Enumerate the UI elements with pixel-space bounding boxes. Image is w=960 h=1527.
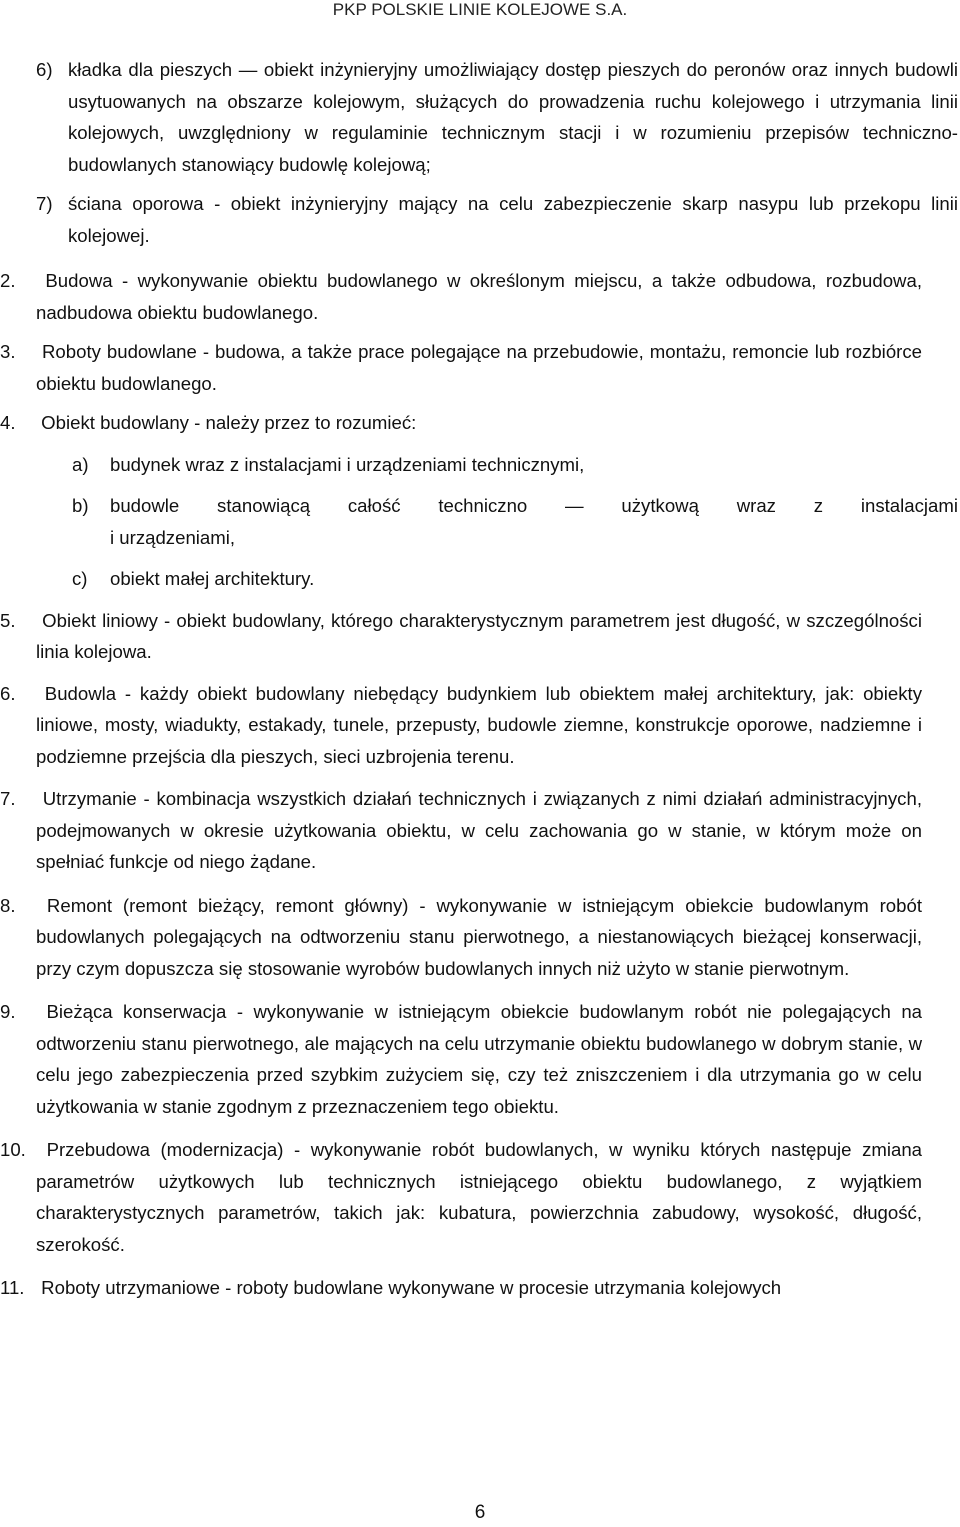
definition-number: 6. [0, 682, 16, 704]
sub-item-b-line-2: i urządzeniami, [110, 526, 236, 548]
sub-item-b-line-1 [72, 490, 958, 522]
item-number: 6) [36, 59, 53, 80]
definition-text: Utrzymanie - kombinacja wszystkich działań technicznych i związanych z nimi działań administracyjnych, podejmowanych w okresie użytkowania obiektu, w celu zachowania go w stanie, w którym może on spełniać funkcje od niego żądane. [36, 788, 922, 872]
definition-4 [0, 407, 922, 439]
sub-item-number: a) [72, 453, 89, 475]
page-header: PKP POLSKIE LINIE KOLEJOWE S.A. [332, 0, 628, 19]
definition-text: Przebudowa (modernizacja) - wykonywanie robót budowlanych, w wyniku których następuje zmiana parametrów użytkowych lub technicznych istniejącego obiektu budowlanego, z wyjątkiem charakterystycznych parametrów, takich jak: kubatura, powierzchnia zabudowy, wysokość, długość, szerokość. [36, 1139, 923, 1255]
definition-9 [0, 996, 922, 1122]
definition-10 [0, 1134, 922, 1260]
sub-item-number: c) [72, 568, 88, 589]
definition-number: 10. [0, 1139, 26, 1160]
definition-number: 11. [0, 1277, 25, 1298]
sub-item-text: obiekt małej architektury. [110, 568, 315, 589]
definition-7 [0, 783, 922, 878]
sub-item-text: budowle stanowiącą całość techniczno — użytkową wraz z instalacjami [110, 495, 958, 516]
item-number: 7) [36, 193, 53, 214]
list-item-6 [36, 54, 958, 180]
definition-text: Remont (remont bieżący, remont główny) - wykonywanie w istniejącym obiekcie budowlanym robót budowlanych polegających na odtworzeniu stanu pierwotnego, a niestanowiących bieżącej konserwacji, przy czym dopuszcza się stosowanie wyrobów budowlanych innych niż użyto w stanie pierwotnym. [36, 894, 923, 979]
definition-number: 8. [0, 894, 16, 916]
definition-number: 5. [0, 609, 16, 631]
sub-item-text: budynek wraz z instalacjami i urządzeniami technicznymi, [110, 453, 585, 475]
definition-text: Roboty utrzymaniowe - roboty budowlane wykonywane w procesie utrzymania kolejowych [41, 1277, 782, 1298]
definition-3 [0, 336, 922, 399]
definition-number: 2. [0, 270, 16, 291]
definition-text: Obiekt liniowy - obiekt budowlany, którego charakterystycznym parametrem jest długość, w szczególności linia kolejowa. [36, 609, 922, 662]
sub-item-b [36, 490, 958, 553]
sub-item-c [36, 563, 958, 595]
definition-2 [0, 265, 922, 328]
definition-text: Budowa - wykonywanie obiektu budowlanego w określonym miejscu, a także odbudowa, rozbudowa, nadbudowa obiektu budowlanego. [36, 270, 922, 323]
definition-11 [0, 1272, 922, 1304]
page-number: 6 [474, 1502, 486, 1523]
definition-5 [0, 605, 922, 668]
definition-number: 9. [0, 1001, 16, 1022]
definition-text: Bieżąca konserwacja - wykonywanie w istniejącym obiekcie budowlanym robót nie polegających na odtworzeniu stanu pierwotnego, ale mających na celu utrzymanie obiektu budowlanego w dobrym stanie, w celu jego zabezpieczenia przed szybkim zużyciem się, czy też zniszczeniem i dla utrzymania go w celu użytkowania w stanie zgodnym z przeznaczeniem tego obiektu. [36, 1001, 922, 1117]
document-body [0, 54, 958, 1304]
definition-text: Budowla - każdy obiekt budowlany niebędący budynkiem lub obiektem małej architektury, jak: obiekty liniowe, mosty, wiadukty, estakady, tunele, przepusty, budowle ziemne, konstrukcje oporowe, nadziemne i podziemne przejścia dla pieszych, sieci uzbrojenia terenu. [36, 682, 922, 767]
sub-item-number: b) [72, 495, 89, 516]
definition-number: 7. [0, 788, 16, 809]
definition-text: Obiekt budowlany - należy przez to rozumieć: [41, 412, 417, 433]
definition-text: Roboty budowlane - budowa, a także prace polegające na przebudowie, montażu, remoncie lub rozbiórce obiektu budowlanego. [36, 341, 922, 394]
definition-8 [0, 890, 922, 985]
definition-number: 3. [0, 341, 16, 362]
definition-number: 4. [0, 412, 16, 433]
sub-item-a [36, 449, 958, 481]
definition-6 [0, 678, 922, 773]
item-text: ściana oporowa - obiekt inżynieryjny mający na celu zabezpieczenie skarp nasypu lub przekopu linii kolejowej. [68, 193, 958, 246]
item-text: kładka dla pieszych — obiekt inżynieryjny umożliwiający dostęp pieszych do peronów oraz innych budowli usytuowanych na obszarze kolejowym, służących do prowadzenia ruchu kolejowego i utrzymania linii kolejowych, uwzględniony w regulaminie technicznym stacji i w rozumieniu przepisów techniczno-budowlanych stanowiący budowlę kolejową; [68, 59, 958, 175]
list-item-7 [36, 188, 958, 251]
